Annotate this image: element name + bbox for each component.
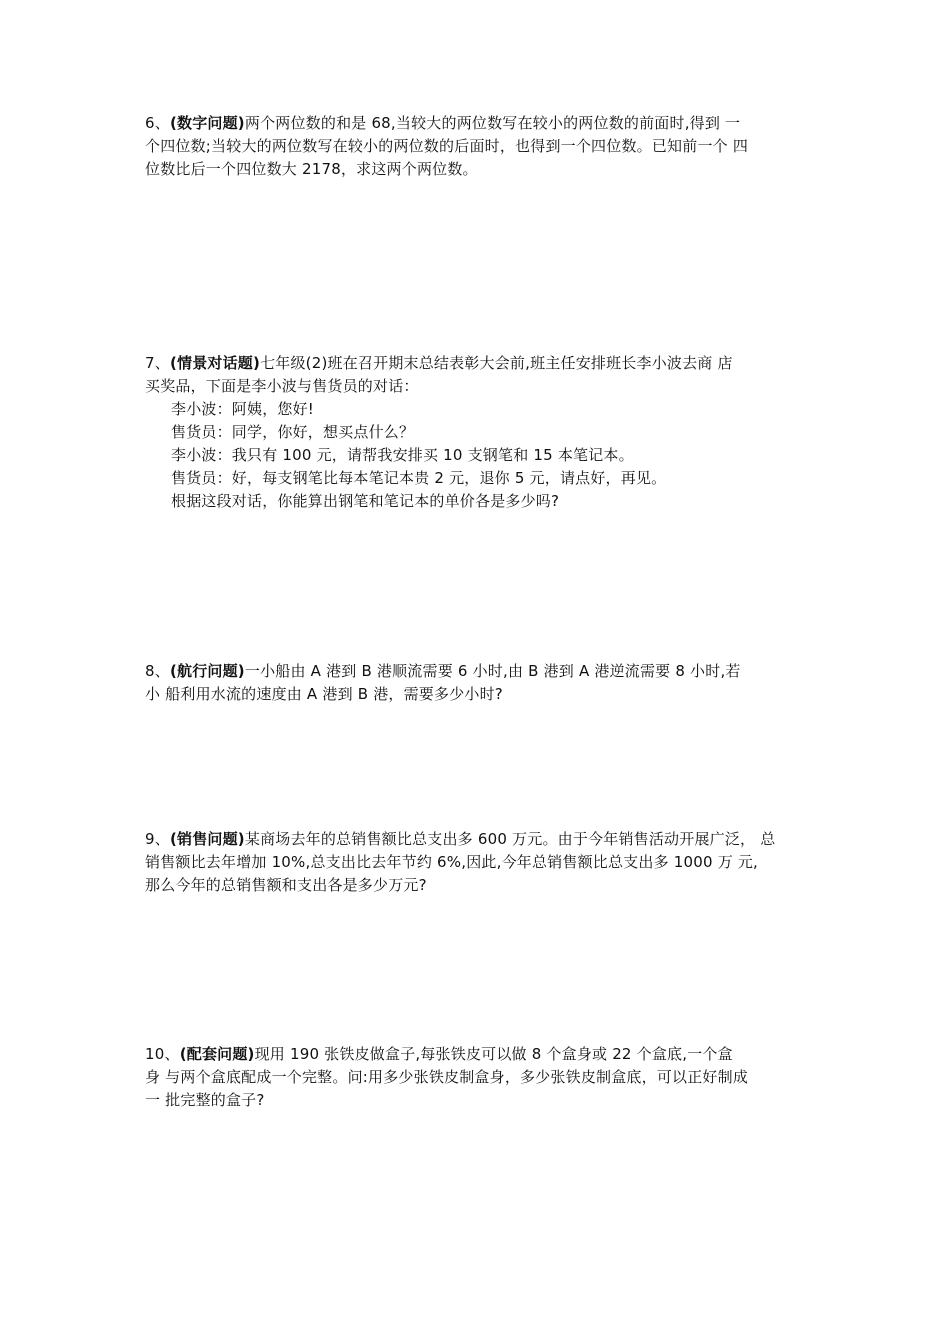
problem-line: 个四位数;当较大的两位数写在较小的两位数的后面时，也得到一个四位数。已知前一个 四	[145, 137, 749, 155]
problem-line	[145, 660, 835, 683]
problem-8	[145, 660, 835, 706]
problem-text: 现用 190 张铁皮做盒子,每张铁皮可以做 8 个盒身或 22 个盒底,一个盒	[254, 1045, 733, 1063]
problem-line	[145, 352, 835, 375]
problem-line: 小 船利用水流的速度由 A 港到 B 港，需要多少小时?	[145, 685, 503, 703]
problem-number: 6、	[145, 114, 170, 132]
problem-number: 7、	[145, 354, 170, 372]
problem-7	[145, 352, 835, 513]
problem-line: 那么今年的总销售额和支出各是多少万元?	[145, 876, 427, 894]
problem-line: 身 与两个盒底配成一个完整。问:用多少张铁皮制盒身，多少张铁皮制盒底，可以正好制成	[145, 1068, 749, 1086]
dialogue-line: 李小波：阿姨，您好!	[171, 400, 315, 418]
dialogue-line: 售货员：好，每支钢笔比每本笔记本贵 2 元，退你 5 元，请点好，再见。	[171, 469, 667, 487]
problem-tag: (配套问题)	[179, 1045, 255, 1063]
problem-text: 七年级(2)班在召开期末总结表彰大会前,班主任安排班长李小波去商 店	[260, 354, 733, 372]
problem-6	[145, 112, 835, 181]
problem-tag: (数字问题)	[169, 114, 245, 132]
problem-line: 位数比后一个四位数大 2178，求这两个两位数。	[145, 160, 478, 178]
problem-9	[145, 828, 835, 897]
dialogue-question: 根据这段对话，你能算出钢笔和笔记本的单价各是多少吗?	[171, 492, 560, 510]
problem-10	[145, 1043, 835, 1112]
problem-text: 一小船由 A 港到 B 港顺流需要 6 小时,由 B 港到 A 港逆流需要 8 小时,若	[244, 662, 741, 680]
problem-line: 销售额比去年增加 10%,总支出比去年节约 6%,因此,今年总销售额比总支出多 1000 万 元,	[145, 853, 759, 871]
problem-text: 某商场去年的总销售额比总支出多 600 万元。由于今年销售活动开展广泛， 总	[244, 830, 776, 848]
dialogue-line: 售货员：同学，你好，想买点什么？	[171, 423, 415, 441]
problem-text: 两个两位数的和是 68,当较大的两位数写在较小的两位数的前面时,得到 一	[244, 114, 741, 132]
problem-tag: (销售问题)	[169, 830, 245, 848]
problem-tag: (情景对话题)	[169, 354, 261, 372]
problem-line: 一 批完整的盒子?	[145, 1091, 265, 1109]
problem-tag: (航行问题)	[169, 662, 245, 680]
problem-number: 10、	[145, 1045, 180, 1063]
dialogue-line: 李小波：我只有 100 元，请帮我安排买 10 支钢笔和 15 本笔记本。	[171, 446, 634, 464]
problem-number: 9、	[145, 830, 170, 848]
problem-line: 买奖品，下面是李小波与售货员的对话：	[145, 377, 419, 395]
problem-line	[145, 112, 835, 135]
problem-line	[145, 828, 835, 851]
problem-number: 8、	[145, 662, 170, 680]
problem-line	[145, 1043, 835, 1066]
